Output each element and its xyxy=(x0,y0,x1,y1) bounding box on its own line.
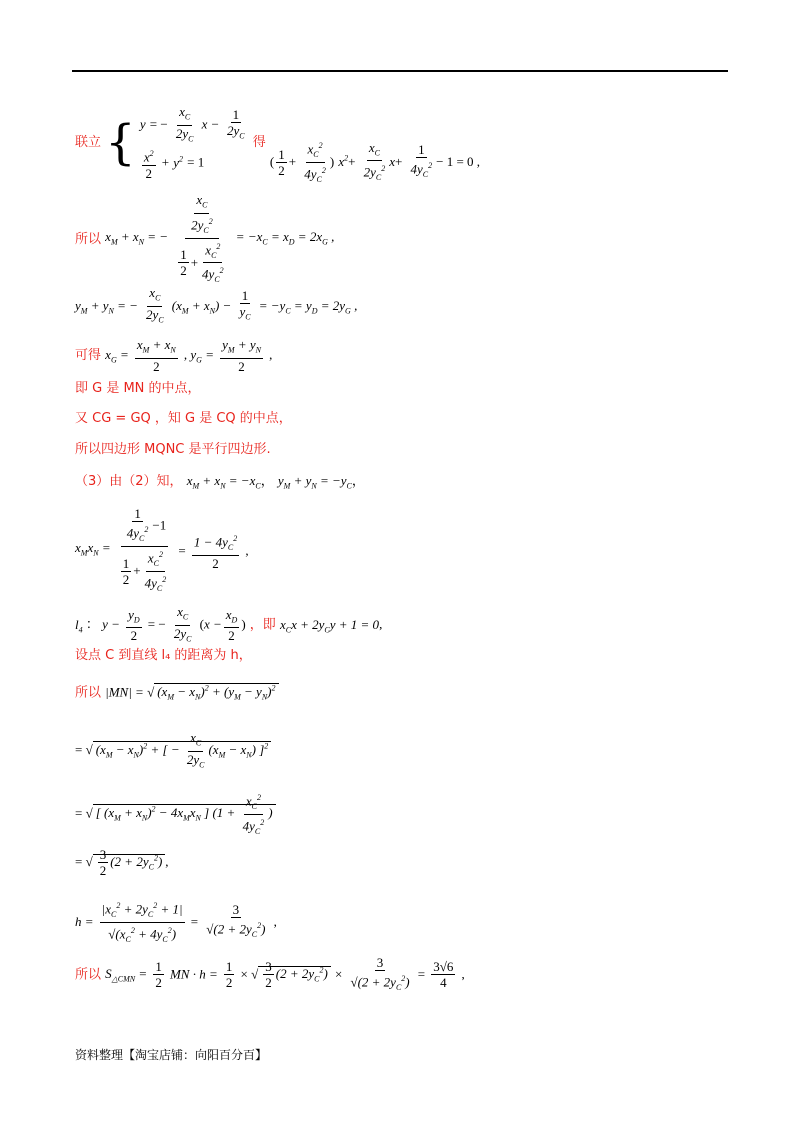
line-h-value: h = $\frac{|x_C^2 + 2y_C^2 + 1|}{√(x_C^2 + 4y_C^2)}$ = $\frac{3}{√(2 + 2y_C^2)}$ , xyxy=(75,898,277,947)
system-label: 联立 xyxy=(75,134,102,150)
system-equations: y = − $\frac{x_C}{2y_C}$ x − $\frac{1}{2y_C}$ $\frac{x^2}{2}$ + $y^2 = 1$ xyxy=(139,104,245,181)
line-mn-step1: = √ $(x_M - x_N)^2$ + [ − $\frac{x_C}{2y_C}$ $(x_M - x_N)$ ]$^2$ xyxy=(75,730,271,772)
line-l4: $l_4$ ： y − $\frac{y_D}{2}$ = − $\frac{x_C}{2y_C}$ (x − $\frac{x_D}{2}$ ) ，即 $x_Cx + 2y_Cy + 1 = 0$, xyxy=(75,604,383,644)
result-label: 得 xyxy=(252,134,266,150)
line-mn-length: 所以 |MN| = √ $(x_M - x_N)^2 + (y_M - y_N)^2$ xyxy=(75,680,279,707)
line-part3: （3）由（2）知， $x_M + x_N = -x_C$， $y_M + y_N = -y_C$， xyxy=(75,473,365,491)
line-midpoint-formula: 可得 $x_G$ = $\frac{x_M + x_N}{2}$ , $y_G$ = $\frac{y_M + y_N}{2}$ , xyxy=(75,337,273,374)
part3-label: （3）由（2）知， xyxy=(75,474,183,489)
so-label: 所以 xyxy=(75,232,102,248)
line-mn-step2: = √ [ $(x_M + x_N)^2 - 4x_Mx_N$ ] (1 + $\frac{x_C^2}{4y_C^2}$ ) xyxy=(75,790,276,839)
footer-source: 资料整理【淘宝店铺：向阳百分百】 xyxy=(75,1048,268,1062)
so-label-2: 所以 xyxy=(75,685,102,701)
line-sum-x: 所以 $x_M + x_N$ = − $\frac{x_C}{2y_C^2}$ $\frac{1}{2}$ + $\frac{x_C^2}{4y_C^2}$ = $-x_C = x_D = 2x_G$ , xyxy=(75,192,335,285)
obtain-label: 可得 xyxy=(75,347,102,363)
line-area: 所以 $S_{\triangle CMN}$ = $\frac{1}{2}$ MN · h = $\frac{1}{2}$ × √ $\frac{3}{2}$ $(2 + 2y_C^2)$ × $\frac{3}{√(2 + 2y_C^2)}$ = $\frac{3√6}{4}$ , xyxy=(75,955,465,992)
quadratic-equation: ( $\frac{1}{2}$ + $\frac{x_C^2}{4y_C^2}$ ) $x^2+$ $\frac{x_C}{2y_C^2}$ x+ $\frac{1}{4y_C^2}$ − 1 = 0 , xyxy=(269,139,481,184)
so-label-3: 所以 xyxy=(75,967,102,983)
line-mn-result: = √ $\frac{3}{2}$ $(2 + 2y_C^2)$ , xyxy=(75,847,169,878)
line-parallelogram: 所以四边形 MQNC 是平行四边形. xyxy=(75,442,271,457)
line-product: $x_Mx_N$ = $\frac{1}{4y_C^2}$ −1 $\frac{1}{2}$ + $\frac{x_C^2}{4y_C^2}$ = $\frac{1 - 4y_C^2}{2}$ , xyxy=(75,506,249,593)
line-sum-y: $y_M + y_N$ = − $\frac{x_C}{2y_C}$ $(x_M + x_N)$ − $\frac{1}{y_C}$ = $-y_C = y_D = 2y_G$ , xyxy=(75,285,358,325)
line-g-midpoint: 即 G 是 MN 的中点， xyxy=(75,381,201,396)
header-rule xyxy=(72,70,728,72)
left-brace-icon: { xyxy=(105,114,136,171)
line-distance-h: 设点 C 到直线 l₄ 的距离为 h， xyxy=(75,648,252,663)
line-system xyxy=(75,98,480,187)
namely-label: ，即 xyxy=(249,617,276,633)
line-cg-gq: 又 CG = GQ ，知 G 是 CQ 的中点， xyxy=(75,411,292,426)
